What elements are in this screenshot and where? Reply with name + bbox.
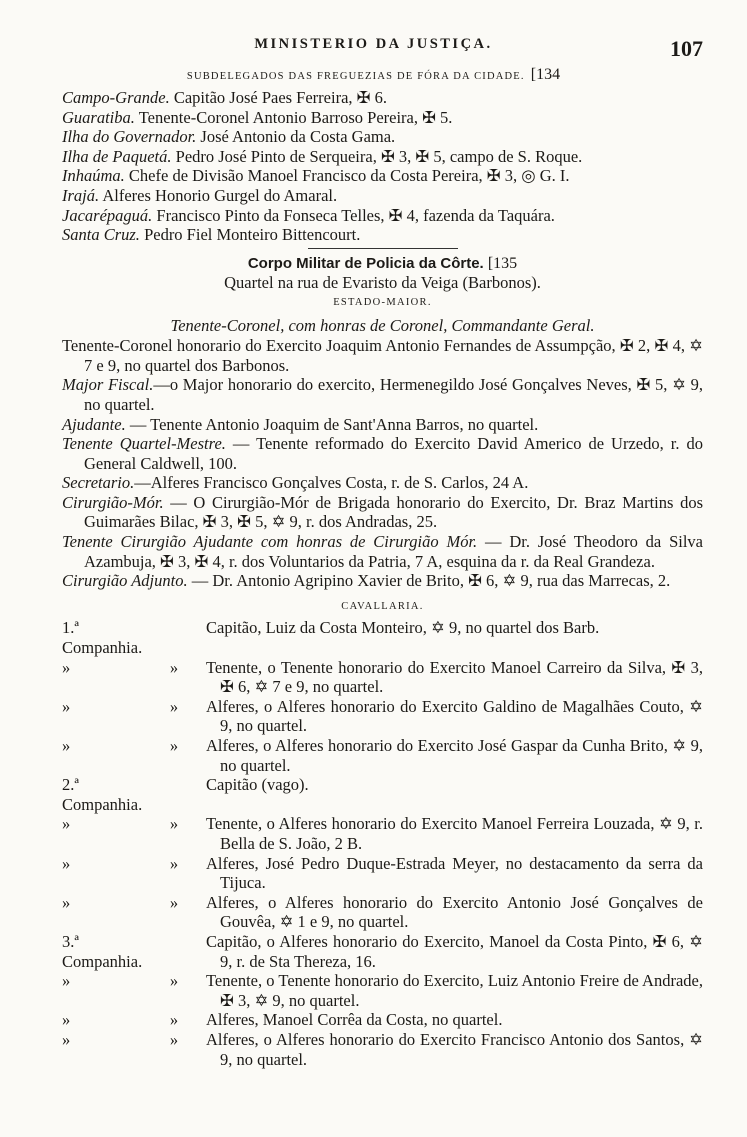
company-label: » bbox=[62, 1029, 71, 1049]
subdelegado-entry bbox=[62, 186, 703, 206]
ditto-mark: » bbox=[169, 853, 179, 873]
ditto-mark: » bbox=[169, 1029, 179, 1049]
subdelegado-place: Ilha de Paquetá. bbox=[62, 146, 172, 166]
subdelegado-name: Alferes Honorio Gurgel do Amaral. bbox=[99, 185, 338, 205]
subdelegado-name: Pedro Fiel Monteiro Bittencourt. bbox=[139, 225, 361, 245]
officer-entry: Capitão, Luiz da Costa Monteiro, ✡ 9, no quartel dos Barb. bbox=[206, 618, 600, 638]
cavallaria-row bbox=[62, 775, 703, 814]
corpo-heading bbox=[62, 253, 703, 274]
ditto-mark: » bbox=[169, 1010, 179, 1030]
estado-maior-role: Ajudante. bbox=[62, 414, 126, 434]
officer-entry: Alferes, o Alferes honorario do Exercito José Gaspar da Cunha Brito, ✡ 9, no quartel. bbox=[206, 736, 703, 775]
officer-entry: Alferes, o Alferes honorario do Exercito Galdino de Magalhães Couto, ✡ 9, no quartel. bbox=[206, 696, 703, 736]
subdelegado-entry bbox=[62, 127, 703, 147]
subdelegado-place: Irajá. bbox=[62, 185, 100, 205]
ditto-mark bbox=[142, 618, 206, 657]
subtitle-ref-number: [134 bbox=[530, 66, 561, 83]
subdelegado-place: Inhaúma. bbox=[62, 166, 125, 186]
subtitle-text: SUBDELEGADOS DAS FREGUEZIAS DE FÓRA DA CIDADE. bbox=[186, 71, 525, 82]
ditto-mark bbox=[142, 775, 206, 814]
estado-maior-entry bbox=[62, 532, 703, 571]
estado-maior-text: — Tenente Antonio Joaquim de Sant'Anna Barros, no quartel. bbox=[125, 414, 539, 434]
cavallaria-row bbox=[62, 814, 703, 853]
estado-maior-entry bbox=[62, 571, 703, 591]
subdelegado-place: Ilha do Governador. bbox=[62, 127, 197, 147]
subdelegado-entry bbox=[62, 108, 703, 128]
subdelegado-name: Pedro José Pinto de Serqueira, ✠ 3, ✠ 5, campo de S. Roque. bbox=[171, 146, 583, 166]
cavallaria-row bbox=[62, 971, 703, 1010]
corpo-ref-number: [135 bbox=[487, 254, 518, 272]
officer-entry: Tenente, o Tenente honorario do Exercito, Luiz Antonio Freire de Andrade, ✠ 3, ✡ 9, no quartel. bbox=[206, 971, 703, 1010]
subdelegado-name: Francisco Pinto da Fonseca Telles, ✠ 4, fazenda da Taquára. bbox=[152, 205, 555, 225]
cavallaria-row bbox=[62, 1010, 703, 1030]
cavallaria-row bbox=[62, 854, 703, 893]
estado-maior-text: Tenente-Coronel honorario do Exercito Joaquim Antonio Fernandes de Assumpção, ✠ 2, ✠ 4, ✡ 7 e 9, no quartel dos Barbonos. bbox=[62, 336, 703, 375]
estado-maior-text: —o Major honorario do exercito, Hermenegildo José Gonçalves Neves, ✠ 5, ✡ 9, no quartel. bbox=[84, 375, 703, 414]
company-label: 3.ª Companhia. bbox=[62, 931, 143, 971]
estado-maior-text: —Alferes Francisco Gonçalves Costa, r. de S. Carlos, 24 A. bbox=[134, 473, 529, 493]
ditto-mark: » bbox=[169, 892, 179, 912]
ditto-mark: » bbox=[169, 971, 179, 991]
cavallaria-list bbox=[62, 618, 703, 1069]
officer-entry: Alferes, José Pedro Duque-Estrada Meyer, no destacamento da serra da Tijuca. bbox=[206, 853, 703, 893]
cavallaria-heading: CAVALLARIA. bbox=[341, 600, 424, 612]
officer-entry: Capitão, o Alferes honorario do Exercito, Manoel da Costa Pinto, ✠ 6, ✡ 9, r. de Sta Thereza, 16. bbox=[206, 931, 703, 971]
subdelegado-entry bbox=[62, 147, 703, 167]
estado-maior-entry bbox=[62, 473, 703, 493]
cavallaria-row bbox=[62, 893, 703, 932]
estado-maior-list bbox=[62, 336, 703, 591]
section-divider bbox=[308, 248, 458, 249]
subdelegado-name: Chefe de Divisão Manoel Francisco da Costa Pereira, ✠ 3, ◎ G. I. bbox=[124, 166, 570, 186]
running-header-title: MINISTERIO DA JUSTIÇA. bbox=[254, 36, 493, 52]
page-number: 107 bbox=[670, 36, 703, 61]
company-label: » bbox=[62, 1010, 71, 1030]
company-label: » bbox=[62, 696, 71, 716]
company-label: » bbox=[62, 971, 71, 991]
ditto-mark: » bbox=[169, 657, 179, 677]
corpo-address: Quartel na rua de Evaristo da Veiga (Barbonos). bbox=[224, 273, 541, 293]
estado-maior-role: Cirurgião Adjunto. bbox=[62, 571, 188, 591]
document-body bbox=[62, 88, 703, 1069]
commander-title: Tenente-Coronel, com honras de Coronel, Commandante Geral. bbox=[170, 315, 595, 335]
officer-entry: Alferes, o Alferes honorario do Exercito Antonio José Gonçalves de Gouvêa, ✡ 1 e 9, no quartel. bbox=[206, 892, 703, 932]
cavallaria-row bbox=[62, 697, 703, 736]
estado-maior-entry bbox=[62, 493, 703, 532]
cavallaria-row bbox=[62, 932, 703, 971]
subdelegado-entry bbox=[62, 225, 703, 245]
corpo-title: Corpo Militar de Policia da Côrte. bbox=[247, 254, 484, 272]
company-label: » bbox=[62, 657, 71, 677]
officer-entry: Alferes, Manoel Corrêa da Costa, no quartel. bbox=[206, 1010, 503, 1030]
estado-maior-text: — Dr. Antonio Agripino Xavier de Brito, ✠ 6, ✡ 9, rua das Marrecas, 2. bbox=[187, 571, 671, 591]
subdelegado-entry bbox=[62, 206, 703, 226]
estado-maior-role: Cirurgião-Mór. bbox=[62, 492, 164, 512]
ditto-mark bbox=[142, 932, 206, 971]
company-label: 2.ª Companhia. bbox=[62, 775, 143, 814]
estado-maior-role: Secretario. bbox=[62, 473, 135, 493]
estado-maior-entry bbox=[62, 375, 703, 414]
estado-maior-text: — Dr. José Theodoro da Silva Azambuja, ✠ 3, ✠ 4, r. dos Voluntarios da Patria, 7 A, esquina da r. da Real Grandeza. bbox=[84, 532, 703, 571]
subdelegado-place: Jacarépaguá. bbox=[62, 205, 153, 225]
cavallaria-row bbox=[62, 736, 703, 775]
company-label: » bbox=[62, 853, 71, 873]
subdelegado-place: Guaratiba. bbox=[62, 107, 135, 127]
cavallaria-row bbox=[62, 618, 703, 657]
cavallaria-row bbox=[62, 1030, 703, 1069]
estado-maior-heading: ESTADO-MAIOR. bbox=[333, 296, 432, 308]
officer-entry: Tenente, o Tenente honorario do Exercito Manoel Carreiro da Silva, ✠ 3, ✠ 6, ✡ 7 e 9, no quartel. bbox=[206, 657, 703, 697]
estado-maior-text: — Tenente reformado do Exercito David Americo de Urzedo, r. do General Caldwell, 100. bbox=[84, 434, 703, 473]
officer-entry: Tenente, o Alferes honorario do Exercito Manoel Ferreira Louzada, ✡ 9, r. Bella de S. João, 2 B. bbox=[206, 814, 703, 853]
ditto-mark: » bbox=[169, 696, 179, 716]
subdelegado-name: Tenente-Coronel Antonio Barroso Pereira, ✠ 5. bbox=[134, 107, 453, 127]
estado-maior-entry bbox=[62, 336, 703, 375]
ditto-mark: » bbox=[169, 814, 179, 834]
officer-entry: Capitão (vago). bbox=[206, 775, 309, 795]
estado-maior-entry bbox=[62, 415, 703, 435]
subdelegado-place: Campo-Grande. bbox=[62, 88, 170, 107]
company-label: » bbox=[62, 736, 71, 755]
estado-maior-role: Tenente Quartel-Mestre. bbox=[62, 434, 226, 454]
cavallaria-row bbox=[62, 658, 703, 697]
subdelegado-entry bbox=[62, 166, 703, 186]
company-label: 1.ª Companhia. bbox=[62, 618, 143, 658]
estado-maior-entry bbox=[62, 434, 703, 473]
subdelegado-name: Capitão José Paes Ferreira, ✠ 6. bbox=[169, 88, 387, 107]
estado-maior-text: — O Cirurgião-Mór de Brigada honorario do Exercito, Dr. Braz Martins dos Guimarães Bilac, ✠ 3, ✠ 5, ✡ 9, r. dos Andradas, 25. bbox=[84, 492, 703, 532]
estado-maior-role: Tenente Cirurgião Ajudante com honras de Cirurgião Mór. bbox=[62, 532, 478, 552]
officer-entry: Alferes, o Alferes honorario do Exercito Francisco Antonio dos Santos, ✡ 9, no quartel. bbox=[206, 1029, 703, 1069]
subdelegados-list bbox=[62, 88, 703, 245]
company-label: » bbox=[62, 892, 71, 912]
section-subtitle bbox=[0, 66, 747, 84]
subdelegado-entry bbox=[62, 88, 703, 108]
subdelegado-place: Santa Cruz. bbox=[62, 225, 140, 245]
company-label: » bbox=[62, 814, 71, 834]
estado-maior-role: Major Fiscal. bbox=[62, 375, 154, 395]
subdelegado-name: José Antonio da Costa Gama. bbox=[196, 127, 396, 147]
ditto-mark: » bbox=[169, 736, 179, 755]
